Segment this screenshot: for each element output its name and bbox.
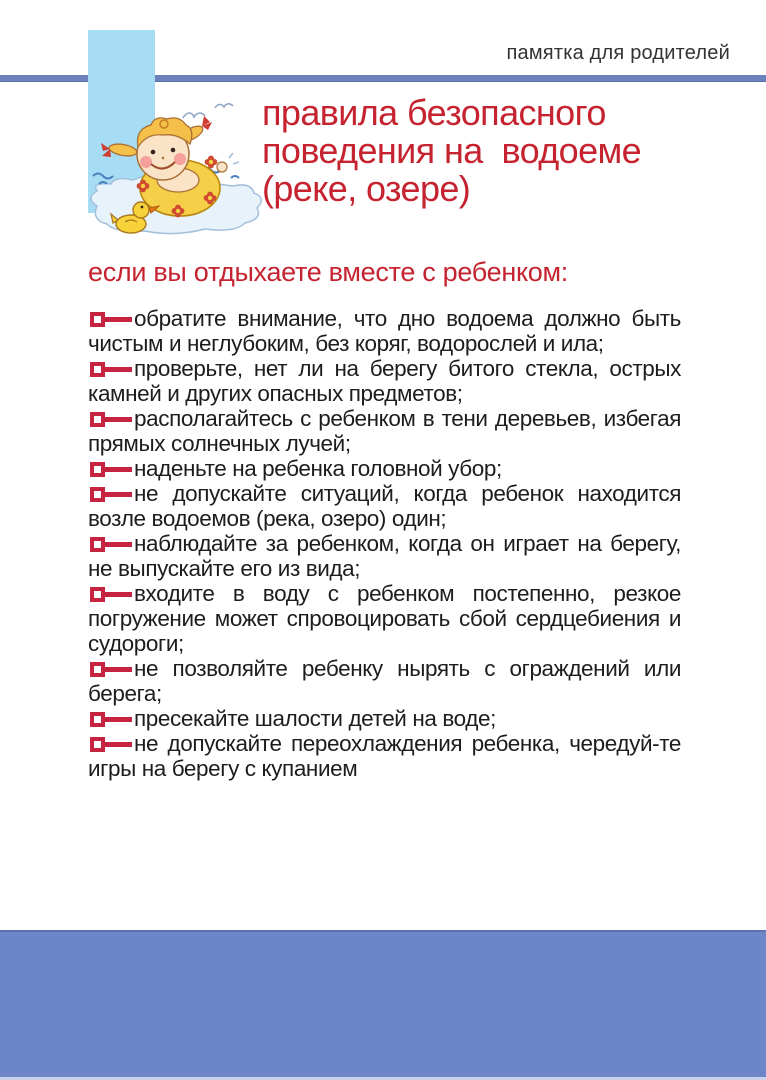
title-line-3: (реке, озере) — [262, 168, 471, 209]
bullet-icon — [88, 462, 134, 477]
baby-in-swim-ring-with-duck-icon — [83, 98, 275, 240]
rule-text: обратите внимание, что дно водоема должно быть чистым и неглубоким, без коряг, водорослей и ила; — [88, 306, 681, 356]
section-subheading: если вы отдыхаете вместе с ребенком: — [88, 257, 568, 287]
bullet-icon — [88, 537, 134, 552]
title-line-1: правила безопасного — [262, 92, 606, 133]
rule-text: не позволяйте ребенку нырять с ограждений или берега; — [88, 656, 681, 706]
list-item — [88, 356, 681, 406]
list-item — [88, 731, 681, 781]
title-line-2: поведения на водоеме — [262, 130, 642, 171]
pigtail-left — [101, 142, 138, 158]
rule-text: располагайтесь с ребенком в тени деревьев, избегая прямых солнечных лучей; — [88, 406, 681, 456]
list-item — [88, 406, 681, 456]
rule-text: входите в воду с ребенком постепенно, резкое погружение может спровоцировать сбой сердцебиения и судороги; — [88, 581, 681, 656]
baby-swimming-illustration — [83, 98, 275, 240]
bullet-icon — [88, 487, 134, 502]
bullet-icon — [88, 362, 134, 377]
rule-text: проверьте, нет ли на берегу битого стекла, острых камней и других опасных предметов; — [88, 356, 681, 406]
list-item — [88, 656, 681, 706]
footer-band — [0, 930, 766, 1080]
rule-text: наденьте на ребенка головной убор; — [134, 456, 502, 481]
list-item — [88, 581, 681, 656]
bullet-icon — [88, 662, 134, 677]
header-tagline: памятка для родителей — [506, 42, 730, 64]
bullet-icon — [88, 737, 134, 752]
rule-text: не допускайте ситуаций, когда ребенок находится возле водоемов (река, озеро) один; — [88, 481, 681, 531]
seagull-icons — [183, 104, 233, 118]
list-item — [88, 306, 681, 356]
rule-text: пресекайте шалости детей на воде; — [134, 706, 496, 731]
rule-text: наблюдайте за ребенком, когда он играет на берегу, не выпускайте его из вида; — [88, 531, 681, 581]
list-item — [88, 456, 681, 481]
list-item — [88, 531, 681, 581]
list-item — [88, 481, 681, 531]
rules-list — [88, 306, 681, 781]
page-title — [262, 94, 641, 208]
bullet-icon — [88, 712, 134, 727]
bullet-icon — [88, 312, 134, 327]
baby-hand — [217, 162, 227, 172]
rule-text: не допускайте переохлаждения ребенка, чередуй-те игры на берегу с купанием — [88, 731, 681, 781]
bullet-icon — [88, 587, 134, 602]
bullet-icon — [88, 412, 134, 427]
baby-head — [137, 118, 192, 180]
list-item — [88, 706, 681, 731]
